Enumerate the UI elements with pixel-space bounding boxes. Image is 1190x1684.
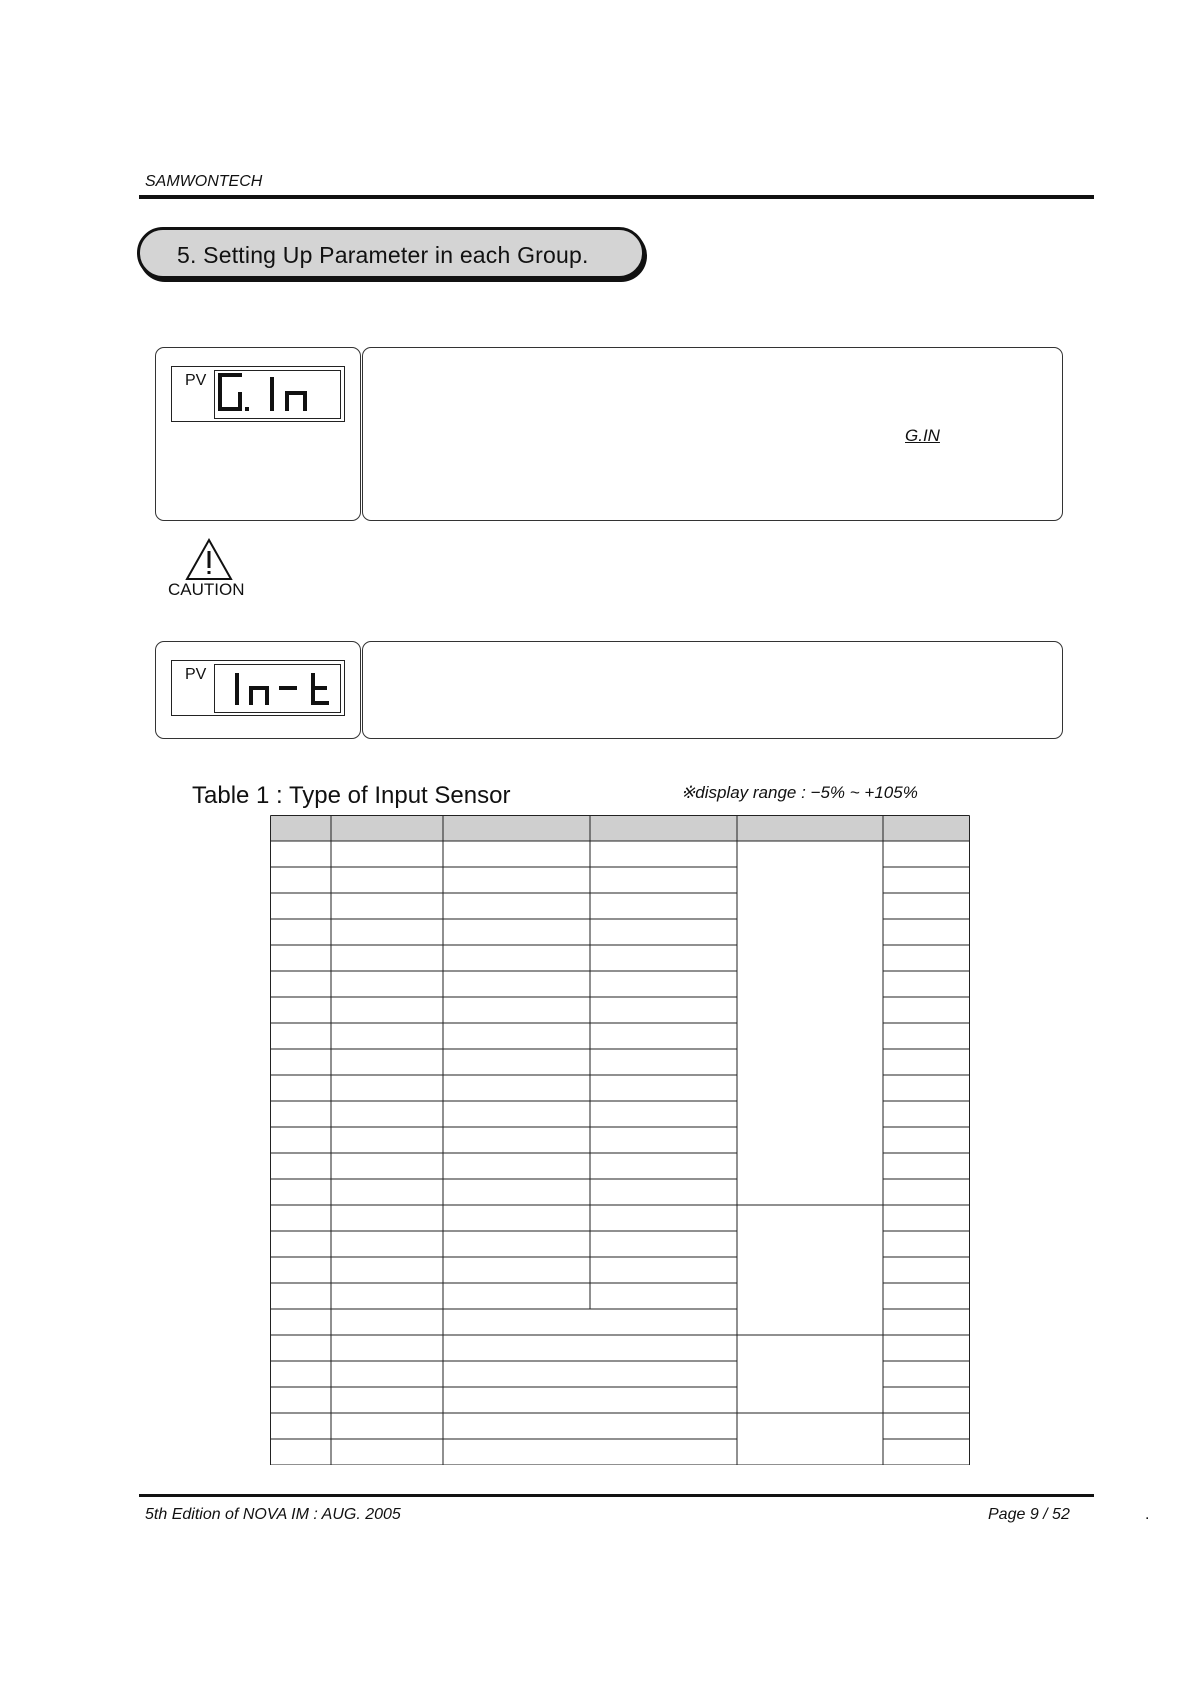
section-title-box — [137, 227, 645, 279]
caution-label: CAUTION — [168, 580, 245, 599]
caution-icon — [184, 537, 234, 582]
pv-label: PV — [185, 372, 207, 389]
footer-edition: 5th Edition of NOVA IM : AUG. 2005 — [145, 1506, 401, 1523]
footer-page-number: Page 9 / 52 — [988, 1506, 1070, 1523]
param-description-box-int — [362, 641, 1063, 739]
footer-trailing-mark: . — [1145, 1506, 1150, 1523]
param-description-box-gin — [362, 347, 1063, 521]
input-sensor-table — [270, 815, 970, 1465]
display-range-note: ※display range : −5% ~ +105% — [681, 783, 918, 802]
table-header-row — [271, 816, 970, 842]
pv-digit-window — [214, 370, 341, 419]
brand-name: SAMWONTECH — [145, 173, 263, 190]
pv-label: PV — [185, 666, 207, 683]
pv-display — [171, 660, 345, 716]
gin-link-text: G.IN — [905, 426, 940, 445]
pv-display — [171, 366, 345, 422]
section-title: 5. Setting Up Parameter in each Group. — [177, 242, 589, 268]
pv-digit-window — [214, 664, 341, 713]
header-rule — [139, 195, 1094, 199]
param-display-panel-gin — [155, 347, 361, 521]
segment-display-gin — [215, 371, 339, 417]
table-title: Table 1 : Type of Input Sensor — [192, 782, 511, 809]
param-display-panel-int — [155, 641, 361, 739]
segment-display-int — [215, 665, 339, 711]
footer-rule — [139, 1494, 1094, 1497]
